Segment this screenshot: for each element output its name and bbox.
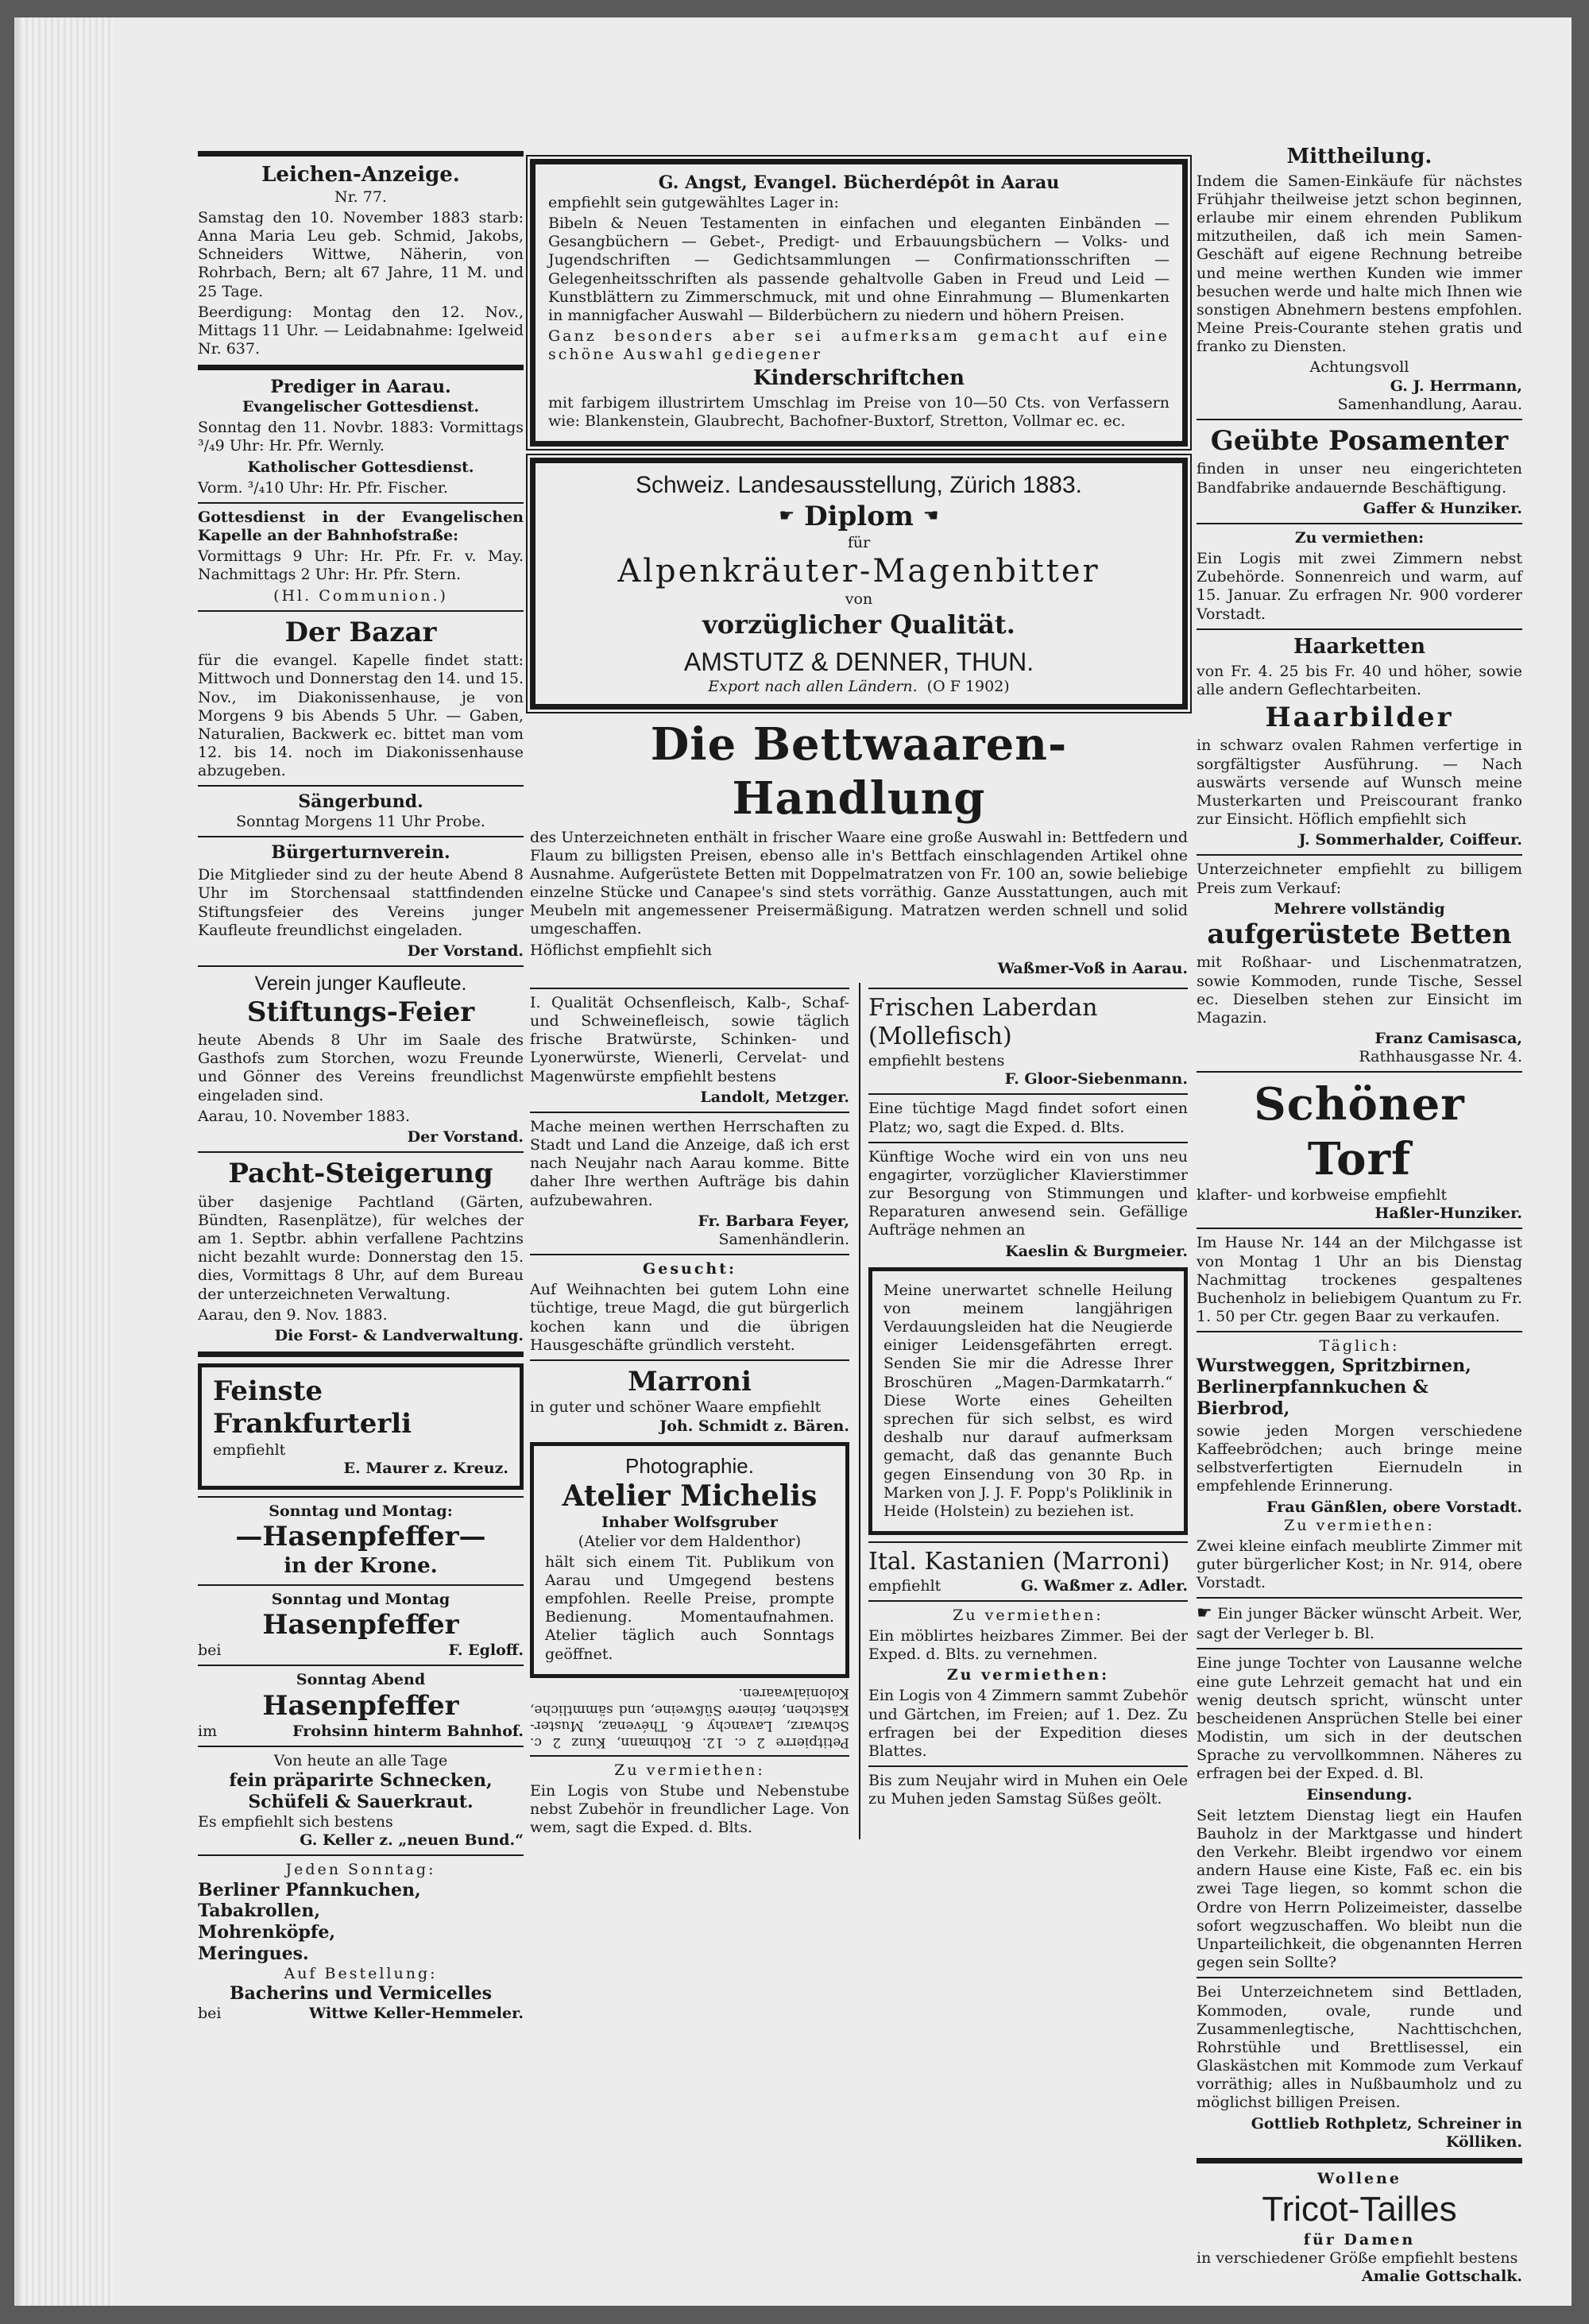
tricot-title: Tricot-Tailles [1262, 2190, 1457, 2229]
gesucht-text: Auf Weihnachten bei gutem Lohn eine tüchtige, treue Magd, die gut bürgerlich kochen kann und die übrigen Hausgeschäfte gründlich versteht. [530, 1281, 849, 1354]
mitt-title: Mittheilung. [1286, 145, 1432, 168]
verm1-title: Zu vermiethen: [1294, 528, 1425, 547]
photo-title: Photographie. [625, 1453, 754, 1478]
upside-down-ad: Petitpierre 2 c. 12. Rothmann, Kunz 2 c. Schwarz, Lavanchy 6. Thévenaz, Muster-Kästchen, feinere Süßweine, und sämmtliche, Kolonialwaaren. [530, 1684, 849, 1750]
sonntag-item: Berliner Pfannkuchen, [198, 1879, 421, 1901]
betten-signature: Franz Camisasca, [1374, 1030, 1522, 1048]
leichen-burial: Beerdigung: Montag den 12. Nov., Mittags 11 Uhr. — Leidabnahme: Igelweid Nr. 637. [198, 303, 524, 358]
divider [1197, 854, 1522, 856]
kath-title: Katholischer Gottesdienst. [247, 458, 474, 476]
prediger-title: Prediger in Aarau. [270, 377, 451, 398]
heilung-ad [868, 1267, 1188, 1535]
diplom-export: Export nach allen Ländern. [708, 677, 918, 695]
einsendung-text: Seit letztem Dienstag liegt ein Haufen Bauholz in der Marktgasse und hindert den Verkehr. Bleibt irgendwo vor einem andern Hause eine Kiste, Faß ec. ein bis zwei Tage liegen, so kommt schon die Ordre von Herrn Polizeimeister, dasselbe sofort wegzuschaffen. Wo bleibt nun die Unparteilichkeit, die obgenannten Herren gegen sein Sollte? [1197, 1806, 1522, 1972]
divider [198, 836, 524, 837]
hase2-pre: Sonntag und Montag [271, 1590, 450, 1608]
kath-text: Vorm. ³/₄10 Uhr: Hr. Pfr. Fischer. [198, 478, 448, 497]
divider [198, 1584, 524, 1586]
diplom-von: von [845, 590, 873, 609]
divider [1197, 1977, 1522, 1978]
leichen-text: Samstag den 10. November 1883 starb: Anna Maria Leu geb. Schmid, Jakobs, Schneiders Wittwe, Näherin, von Rohrbach, Bern; alt 67 Jahre, 11 M. und 25 Tage. [198, 208, 524, 300]
divider [1197, 419, 1522, 420]
baecker-text: Ein junger Bäcker wünscht Arbeit. Wer, sagt der Verleger b. Bl. [1197, 1605, 1522, 1643]
mitt-signature: G. J. Herrmann, [1390, 377, 1522, 395]
zuverm1-text: Ein Logis von Stube und Nebenstube nebst Zubehör in freundlicher Lage. Von wem, sagt die Exped. d. Blts. [530, 1781, 849, 1837]
laberdan-signature: F. Gloor-Siebenmann. [1004, 1070, 1188, 1089]
turn-signature: Der Vorstand. [407, 942, 524, 960]
subcolumn-a [530, 983, 849, 1840]
diplom-quality: vorzüglicher Qualität. [702, 609, 1015, 640]
betten-pre: Unterzeichneter empfiehlt zu billigem Preis zum Verkauf: [1197, 860, 1522, 897]
marroni-signature: Joh. Schmidt z. Bären. [659, 1417, 849, 1435]
divider [198, 365, 524, 370]
page-edges [19, 17, 114, 2306]
pacht-date: Aarau, den 9. Nov. 1883. [198, 1305, 388, 1324]
ochsen-text: I. Qualität Ochsenfleisch, Kalb-, Schaf- und Schweinefleisch, sowie täglich frische Bratwürste, Schinken- und Lyonerwürste, Wienerli, Cervelat- und Magenwürste empfiehlt bestens [530, 993, 849, 1085]
mache-signature-2: Samenhändlerin. [718, 1230, 849, 1248]
laberdan-title: Frischen Laberdan (Mollefisch) [868, 993, 1098, 1051]
frankfurterli-by: empfiehlt [213, 1440, 286, 1459]
hase3-pre: Sonntag Abend [296, 1671, 426, 1689]
pos-title: Geübte Posamenter [1210, 424, 1509, 457]
bett-title: Die Bettwaaren-Handlung [650, 717, 1068, 826]
divider [1197, 628, 1522, 630]
moebel-text: Bei Unterzeichnetem sind Bettladen, Kommoden, ovale, runde und Zusammenlegtische, Nachttischchen, Rohrstühle und Brettlisessel, ein Glaskästchen mit Kommode zum Verkauf vorräthig; alles in Nußbaumholz und zu möglichst billigen Preisen. [1197, 1983, 1522, 2112]
zuverm1-title: Zu vermiethen: [614, 1761, 765, 1779]
bazar-title: Der Bazar [284, 616, 437, 648]
divider [530, 1112, 849, 1113]
taeglich-signature: Frau Gänßlen, obere Vorstadt. [1266, 1498, 1522, 1516]
taeglich-text: sowie jeden Morgen verschiedene Kaffeebrödchen; auch bringe meine selbstverfertigten Eiernudeln in empfehlende Erinnerung. [1197, 1421, 1522, 1495]
photo-address: (Atelier vor dem Haldenthor) [578, 1532, 802, 1550]
divider [1197, 2158, 1522, 2164]
saenger-text: Sonntag Morgens 11 Uhr Probe. [236, 813, 485, 831]
torf-text: klafter- und korbweise empfiehlt [1197, 1186, 1448, 1204]
divider [868, 1600, 1188, 1602]
tricot-text: in verschiedener Größe empfiehlt bestens [1197, 2249, 1518, 2267]
hase2-title: Hasenpfeffer [262, 1608, 459, 1641]
schnecken-signature: G. Keller z. „neuen Bund.“ [300, 1831, 524, 1850]
diplom-export-row [548, 678, 1170, 696]
haar-text: von Fr. 4. 25 bis Fr. 40 und höher, sowie alle andern Geflechtarbeiten. [1197, 662, 1522, 698]
hase3-by: im [198, 1723, 218, 1741]
pacht-title: Pacht-Steigerung [228, 1158, 493, 1190]
haarbilder-signature: J. Sommerhalder, Coiffeur. [1298, 831, 1522, 849]
kapelle-title: Gottesdienst in der Evangelischen Kapelle an der Bahnhofstraße: [198, 508, 524, 545]
divider [868, 988, 1188, 989]
mache-text: Mache meinen werthen Herrschaften zu Stadt und Land die Anzeige, daß ich erst nach Neujahr nach Aarau komme. Bitte daher Ihre werthen Aufträge bis dahin aufzubewahren. [530, 1117, 849, 1209]
divider [1197, 1597, 1522, 1599]
book-text: Bibeln & Neuen Testamenten in einfachen und eleganten Einbänden — Gesangbüchern — Gebet-, Predigt- und Erbauungsbüchern — Volks- und Jugendschriften — Gedichtsammlungen — Confirmationsschriften — Gelegenheitsschriften als passende gehaltvolle Gaben in Freud und Leid — Kunstblättern zu Zimmerschmuck, mit und ohne Einrahmung — Blumenkarten in mannigfacher Auswahl — Bilderbüchern zu niedern und höhern Preisen. [548, 215, 1170, 324]
kastanien-title: Ital. Kastanien (Marroni) [868, 1548, 1170, 1576]
book-kinder: Kinderschriftchen [752, 366, 965, 391]
hase1-place: in der Krone. [284, 1553, 438, 1578]
diplom-company: AMSTUTZ & DENNER, THUN. [683, 647, 1034, 676]
tricot-signature: Amalie Gottschalk. [1361, 2268, 1522, 2286]
divider [198, 1496, 524, 1498]
haar-title: Haarketten [1293, 634, 1425, 659]
ochsen-signature: Landolt, Metzger. [700, 1088, 849, 1106]
divider [530, 1254, 849, 1255]
book-note: Ganz besonders aber sei aufmerksam gemacht auf eine schöne Auswahl gediegener [548, 327, 1170, 364]
hase1-pre: Sonntag und Montag: [269, 1502, 453, 1521]
laberdan-by: empfiehlt bestens [868, 1052, 1005, 1070]
haarbilder-title: Haarbilder [1265, 701, 1454, 733]
verein-title: Verein junger Kaufleute. [254, 973, 467, 996]
divider [530, 988, 849, 989]
marroni-text: in guter und schöner Waare empfiehlt [530, 1398, 822, 1417]
middle-subcolumns [530, 983, 1188, 1840]
stiftung-signature: Der Vorstand. [407, 1128, 524, 1146]
bett-text: des Unterzeichneten enthält in frischer Waare eine große Auswahl in: Bettfedern und Flaum zu billigsten Preisen, ebenso alle in's Bettfach einschlagenden Artikel ohne Ausnahme. Aufgerüstete Betten mit Doppelmatratzen von Fr. 100 an, sowie beliebige einzelne Stücke und Canapee's sind stets vorräthig. Ganze Ausstattungen, auch mit Meubeln mit angemessener Preisermäßigung. Matratzen werden schnell und solid umgeschaffen. [530, 828, 1188, 938]
verm2-text: Zwei kleine einfach meublirte Zimmer mit guter bürgerlicher Kost; in Nr. 914, obere Vorstadt. [1197, 1537, 1522, 1592]
bestellung-pre: Auf Bestellung: [284, 1964, 438, 1982]
divider [198, 610, 524, 612]
stiftung-text: heute Abends 8 Uhr im Saale des Gasthofs zum Storchen, wozu Freunde und Gönner des Vereins freundlichst eingeladen sind. [198, 1031, 524, 1104]
divider [198, 151, 524, 157]
leichen-number: Nr. 77. [334, 188, 387, 206]
photo-studio: Atelier Michelis [562, 1479, 818, 1513]
column-left [198, 145, 524, 2023]
gesucht-title: Gesucht: [643, 1260, 737, 1278]
stiftung-title: Stiftungs-Feier [246, 996, 475, 1028]
mache-signature: Fr. Barbara Feyer, [698, 1212, 849, 1230]
bestellung-item: Bacherins und Vermicelles [229, 1983, 493, 2005]
hase3-title: Hasenpfeffer [262, 1689, 459, 1722]
diplom-code: (O F 1902) [926, 677, 1010, 695]
kastanien-footer [868, 1577, 1188, 1595]
subcolumn-b [859, 983, 1188, 1840]
schnecken-title: fein präparirte Schnecken, Schüfeli & Sauerkraut. [229, 1770, 493, 1813]
tricot-pre: Wollene [1317, 2169, 1401, 2187]
photo-ad [530, 1442, 849, 1678]
magd-text: Eine tüchtige Magd findet sofort einen Platz; wo, sagt die Exped. d. Blts. [868, 1100, 1188, 1136]
einsendung-title: Einsendung. [1306, 1785, 1413, 1804]
divider [198, 1665, 524, 1666]
sonntag-item: Meringues. [198, 1943, 309, 1965]
photo-text: hält sich einem Tit. Publikum von Aarau und Umgegend bestens empfohlen. Reelle Preise, prompte Bedienung. Momentaufnahmen. Atelier täglich auch Sonntags geöffnet. [545, 1553, 834, 1663]
newspaper-page [14, 17, 1572, 2306]
verm1-text: Ein Logis mit zwei Zimmern nebst Zubehörde. Sonnenreich und warm, auf 15. Januar. Zu erfragen Nr. 900 vorderer Vorstadt. [1197, 550, 1522, 623]
stiftung-date: Aarau, 10. November 1883. [198, 1107, 411, 1125]
pointing-hand-icon: ☛ [1197, 1603, 1212, 1624]
hase3-place: Frohsinn hinterm Bahnhof. [292, 1723, 524, 1741]
hase2-signature: F. Egloff. [448, 1641, 524, 1660]
sonntag-item: Mohrenköpfe, [198, 1922, 336, 1943]
divider [1197, 1071, 1522, 1073]
bookstore-ad [530, 159, 1188, 447]
schnecken-pre: Von heute an alle Tage [273, 1752, 448, 1770]
sonntag-item: Tabakrollen, [198, 1901, 321, 1922]
pointing-hand-icon: ☚ [922, 506, 939, 527]
betten-signature-2: Rathhausgasse Nr. 4. [1359, 1048, 1522, 1066]
book-sub: empfiehlt sein gutgewähltes Lager in: [548, 193, 839, 211]
marroni-title: Marroni [628, 1365, 752, 1398]
kastanien-signature: G. Waßmer z. Adler. [1020, 1576, 1188, 1595]
frankfurterli-signature: E. Maurer z. Kreuz. [343, 1460, 508, 1478]
hase3-footer [198, 1723, 524, 1741]
diplom-title-row [548, 501, 1170, 533]
bestellung-by: bei [198, 2004, 222, 2022]
divider [198, 1151, 524, 1153]
tochter-text: Eine junge Tochter von Lausanne welche eine gute Lehrzeit gemacht hat und ein wenig deutsch spricht, wünscht unter bescheidenen Ansprüchen Stelle bei einer Modistin, um sich in der deutschen Sprache zu vervollkommnen. Näheres zu erfragen bei der Exped. d. Bl. [1197, 1654, 1522, 1783]
divider [198, 1746, 524, 1747]
divider [530, 1755, 849, 1757]
torf-signature: Haßler-Hunziker. [1374, 1205, 1522, 1223]
bestellung-signature: Wittwe Keller-Hemmeler. [309, 2004, 524, 2022]
diplom-product: Alpenkräuter-Magenbitter [617, 552, 1100, 590]
divider [530, 1359, 849, 1361]
divider [1197, 1648, 1522, 1649]
zuverm2-text: Ein möblirtes heizbares Zimmer. Bei der Exped. d. Blts. zu vernehmen. [868, 1626, 1188, 1664]
taeglich-title: Wurstweggen, Spritzbirnen, Berlinerpfannkuchen & Bierbrod, [1197, 1355, 1471, 1420]
betten-title: aufgerüstete Betten [1207, 918, 1512, 950]
frankfurterli-ad [198, 1363, 524, 1490]
zuverm3-text: Ein Logis von 4 Zimmern sammt Zubehör und Gärtchen, im Freien; auf 1. Dez. Zu erfragen bei der Expedition dieses Blattes. [868, 1687, 1188, 1760]
baecker-row [1197, 1603, 1522, 1643]
ev-text: Sonntag den 11. Novbr. 1883: Vormittags ³/₄9 Uhr: Hr. Pfr. Wernly. [198, 419, 524, 455]
ev-title: Evangelischer Gottesdienst. [242, 398, 479, 416]
divider [198, 1854, 524, 1856]
verm2-title: Zu vermiethen: [1284, 1516, 1435, 1534]
zuverm2-title: Zu vermiethen: [953, 1606, 1104, 1624]
book-head: G. Angst, Evangel. Bücherdépôt in Aarau [658, 172, 1060, 193]
taeglich-pre: Täglich: [1319, 1337, 1400, 1355]
torf-title: Schöner Torf [1254, 1078, 1465, 1185]
hase2-footer [198, 1641, 524, 1660]
holz-text: Im Hause Nr. 144 an der Milchgasse ist von Montag 1 Uhr an bis Dienstag Nachmittag trockenes gespaltenes Buchenholz in beliebigem Quantum zu Fr. 1. 50 per Ctr. gegen Baar zu verkaufen. [1197, 1234, 1522, 1326]
bett-signature: Waßmer-Voß in Aarau. [997, 959, 1188, 977]
divider [1197, 1228, 1522, 1229]
pointing-hand-icon: ☛ [779, 506, 795, 527]
zuverm3-title: Zu vermiethen: [946, 1666, 1110, 1684]
hase1-title: —Hasenpfeffer— [235, 1521, 486, 1553]
diplom-expo: Schweiz. Landesausstellung, Zürich 1883. [635, 472, 1082, 499]
schnecken-by: Es empfiehlt sich bestens [198, 1813, 393, 1831]
pacht-text: über dasjenige Pachtland (Gärten, Bündten, Rasenplätze), für welches der am 1. Septbr. abhin verfallene Pachtzins nicht bezahlt wurde: Donnerstag den 15. dies, Vormittags 8 Uhr, auf dem Bureau der unterzeichneten Verwaltung. [198, 1193, 524, 1303]
diplom-ad [530, 458, 1188, 709]
divider [868, 1142, 1188, 1143]
divider [868, 1541, 1188, 1543]
diplom-title: Diplom [804, 501, 914, 533]
divider [868, 1765, 1188, 1767]
muhen-text: Bis zum Neujahr wird in Muhen ein Oele zu Muhen jeden Samstag Süßes geölt. [868, 1772, 1188, 1808]
leichen-title: Leichen-Anzeige. [261, 163, 460, 187]
divider [198, 502, 524, 504]
saenger-title: Sängerbund. [298, 791, 423, 813]
mitt-signature-2: Samenhandlung, Aarau. [1337, 395, 1522, 413]
bazar-text: für die evangel. Kapelle findet statt: Mittwoch und Donnerstag den 14. und 15. Nov., im Diakonissenhause, je von Morgens 9 bis Abends 5 Uhr. — Gaben, Naturalien, Backwerk ec. bittet man vom 12. bis 14. noch im Diakonissenhause abzugeben. [198, 652, 524, 780]
mitt-text: Indem die Samen-Einkäufe für nächstes Frühjahr theilweise jetzt schon beginnen, erlaube mir einem ehrenden Publikum mitzutheilen, daß ich mein Samen-Geschäft auf eigene Rechnung betreibe und meine werthen Kunden wie immer besuchen werde und halte mich Ihnen wie sonstigen Abnehmern bestens empfohlen. Meine Preis-Courante stehen gratis und franko zu Diensten. [1197, 172, 1522, 356]
divider [1197, 1331, 1522, 1332]
moebel-signature: Gottlieb Rothpletz, Schreiner in Kölliken. [1251, 2114, 1522, 2151]
pacht-signature: Die Forst- & Landverwaltung. [274, 1326, 524, 1344]
book-kinder-text: mit farbigem illustrirtem Umschlag im Preise von 10—50 Cts. von Verfassern wie: Blankenstein, Glaubrecht, Bachofner-Buxtorf, Stretton, Vollmar ec. ec. [548, 394, 1170, 431]
turn-text: Die Mitglieder sind zu der heute Abend 8 Uhr im Storchensaal stattfindenden Stiftungsfeier des Vereins junger Kaufleute freundlichst eingeladen. [198, 866, 524, 939]
mitt-signature-pre: Achtungsvoll [1309, 358, 1409, 377]
haarbilder-text: in schwarz ovalen Rahmen verfertige in sorgfältigster Ausführung. — Nach auswärts versende auf Wunsch meine Musterkarten und Preiscourant franko zur Einsicht. Höflich empfiehlt sich [1197, 737, 1522, 829]
pos-signature: Gaffer & Hunziker. [1363, 499, 1522, 517]
sonntag-pre: Jeden Sonntag: [285, 1861, 436, 1879]
klavier-signature: Kaeslin & Burgmeier. [1005, 1242, 1188, 1260]
divider [868, 1093, 1188, 1095]
divider [198, 785, 524, 787]
betten-text: mit Roßhaar- und Lischenmatratzen, sowie Kommoden, runde Tische, Sessel ec. Dieselben stehen zur Einsicht im Magazin. [1197, 953, 1522, 1027]
kapelle-note: (Hl. Communion.) [273, 586, 448, 605]
divider [198, 965, 524, 967]
kapelle-text: Vormittags 9 Uhr: Hr. Pfr. Fr. v. May. Nachmittags 2 Uhr: Hr. Pfr. Stern. [198, 547, 524, 584]
column-right [1197, 145, 1522, 2286]
diplom-fuer: für [847, 533, 871, 551]
pos-text: finden in unser neu eingerichteten Bandfabrike andauernde Beschäftigung. [1197, 460, 1522, 497]
divider [1197, 523, 1522, 524]
hase2-by: bei [198, 1641, 222, 1660]
kastanien-by: empfiehlt [868, 1576, 941, 1595]
klavier-text: Künftige Woche wird ein von uns neu engagirter, vorzüglicher Klavierstimmer zur Besorgung von Stimmungen und Reparaturen anwesend sein. Gefällige Aufträge nehmen an [868, 1147, 1188, 1239]
heilung-text: Meine unerwartet schnelle Heilung von meinem langjährigen Verdauungsleiden hat die Neugierde einiger Leidensgefährten erregt. Senden Sie mir die Adresse Ihrer Broschüren „Magen-Darmkatarrh.“ Diese Worte eines Geheilten sprechen für sich selbst, es wird deshalb nur darauf aufmerksam gemacht, daß das genannte Buch gegen Einsendung von 30 Rp. in Marken von J. J. F. Popp's Poliklinik in Heide (Holstein) zu beziehen ist. [883, 1281, 1173, 1520]
betten-sub: Mehrere vollständig [1274, 899, 1445, 918]
photo-owner: Inhaber Wolfsgruber [601, 1514, 778, 1532]
bett-signature-pre: Höflichst empfiehlt sich [530, 941, 713, 959]
turn-title: Bürgerturnverein. [271, 842, 450, 864]
tricot-sub: für Damen [1303, 2230, 1416, 2249]
frankfurterli-title: Feinste Frankfurterli [213, 1375, 412, 1440]
column-middle [530, 145, 1188, 1839]
divider [198, 1351, 524, 1357]
bestellung-footer [198, 2005, 524, 2023]
